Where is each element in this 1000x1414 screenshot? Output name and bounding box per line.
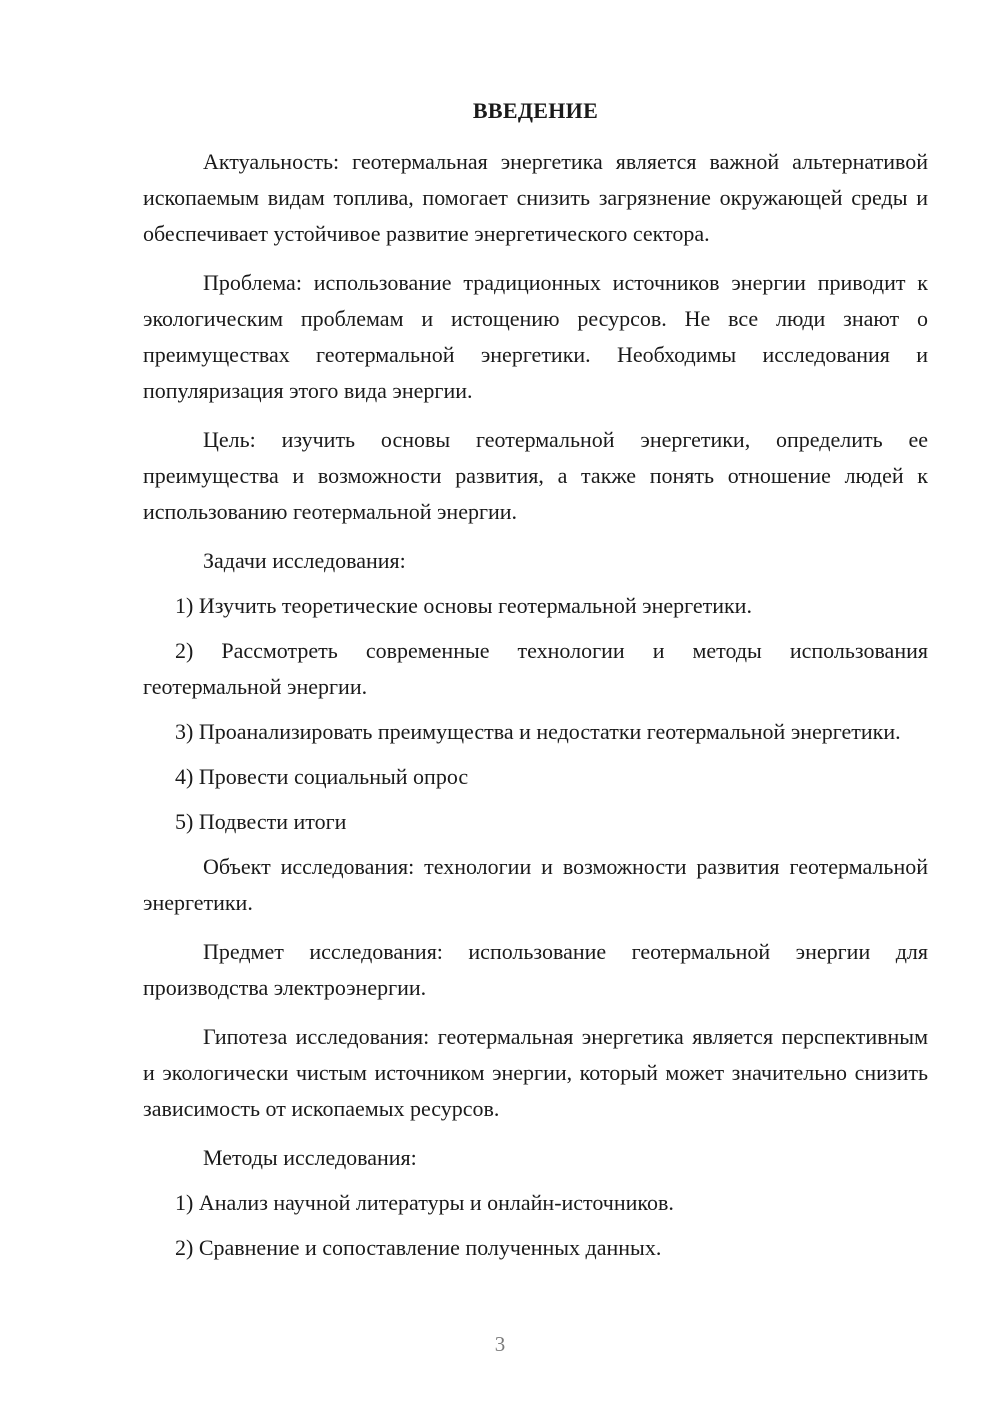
- method-item: 2) Сравнение и сопоставление полученных данных.: [175, 1235, 662, 1260]
- methods-heading: Методы исследования:: [203, 1145, 417, 1170]
- task-item: 5) Подвести итоги: [175, 809, 347, 834]
- document-page: [143, 96, 928, 1275]
- page-number: 3: [494, 1332, 506, 1356]
- method-item: 1) Анализ научной литературы и онлайн-источников.: [175, 1190, 674, 1215]
- task-item: 1) Изучить теоретические основы геотермальной энергетики.: [175, 593, 752, 618]
- relevance-paragraph: Актуальность: геотермальная энергетика является важной альтернативой ископаемым видам топлива, помогает снизить загрязнение окружающей среды и обеспечивает устойчивое развитие энергетического сектора.: [143, 149, 928, 246]
- problem-paragraph: Проблема: использование традиционных источников энергии приводит к экологическим проблемам и истощению ресурсов. Не все люди знают о преимуществах геотермальной энергетики. Необходимы исследования и популяризация этого вида энергии.: [143, 270, 928, 403]
- hypothesis-paragraph: Гипотеза исследования: геотермальная энергетика является перспективным и экологически чистым источником энергии, который может значительно снизить зависимость от ископаемых ресурсов.: [143, 1024, 928, 1121]
- task-item: 2) Рассмотреть современные технологии и методы использования геотермальной энергии.: [143, 638, 928, 699]
- section-title: ВВЕДЕНИЕ: [472, 98, 599, 123]
- task-item: 3) Проанализировать преимущества и недостатки геотермальной энергетики.: [175, 719, 901, 744]
- subject-paragraph: Предмет исследования: использование геотермальной энергии для производства электроэнергии.: [143, 939, 928, 1000]
- goal-paragraph: Цель: изучить основы геотермальной энергетики, определить ее преимущества и возможности развития, а также понять отношение людей к использованию геотермальной энергии.: [143, 427, 928, 524]
- task-item: 4) Провести социальный опрос: [175, 764, 469, 789]
- object-paragraph: Объект исследования: технологии и возможности развития геотермальной энергетики.: [143, 854, 928, 915]
- tasks-heading: Задачи исследования:: [203, 548, 406, 573]
